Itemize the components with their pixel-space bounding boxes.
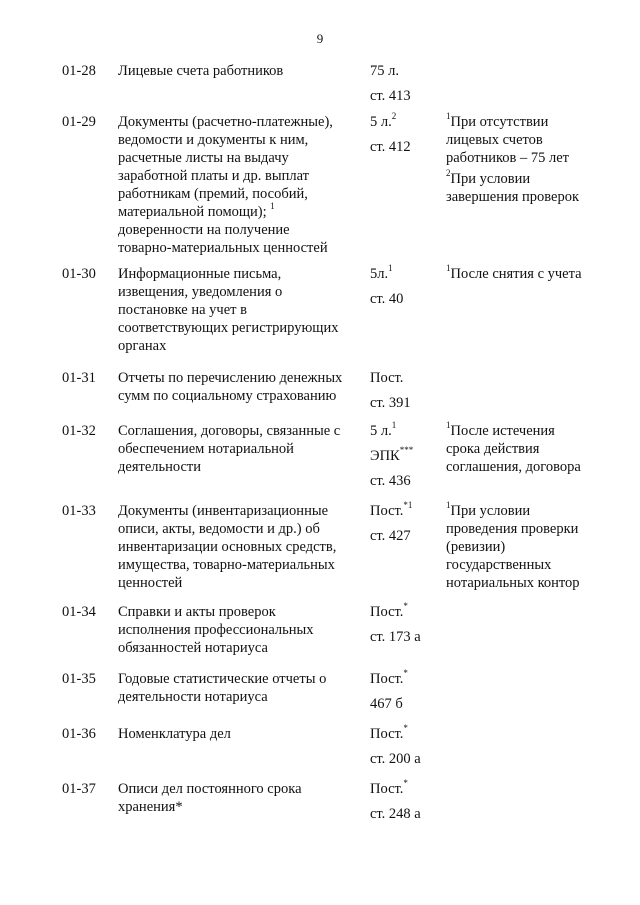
- row-code: 01-36: [62, 726, 96, 742]
- row-title: Документы (инвентаризационные описи, акты, ведомости и др.) об инвентаризации основных средств, имущества, товарно-материальных ценностей: [118, 503, 337, 591]
- row-title: Соглашения, договоры, связанные с обеспечением нотариальной деятельности: [118, 423, 341, 475]
- row-note: $^1$После истечения срока действия соглашения, договора: [446, 420, 581, 475]
- row-title: Информационные письма, извещения, уведомления о постановке на учет в соответствующих регистрирующих органах: [118, 266, 339, 354]
- row-code: 01-28: [62, 63, 96, 79]
- row-note: $^1$После снятия с учета: [446, 263, 582, 282]
- row-code: 01-32: [62, 423, 96, 439]
- row-code: 01-29: [62, 114, 96, 130]
- row-note: $^1$При условии проведения проверки (ревизии) государственных нотариальных контор: [446, 500, 580, 591]
- row-title: Справки и акты проверок исполнения профессиональных обязанностей нотариуса: [118, 604, 314, 656]
- row-code: 01-33: [62, 503, 96, 519]
- row-term: Пост.$^{*1}$ ст. 427: [370, 500, 413, 544]
- row-term: 5 л.$^1$ ЭПК*** ст. 436: [370, 420, 414, 489]
- row-term: Пост.* ст. 200 а: [370, 723, 421, 767]
- row-title: Номенклатура дел: [118, 726, 231, 742]
- page-number: 9: [316, 31, 324, 46]
- row-code: 01-37: [62, 781, 96, 797]
- row-term: Пост.* ст. 173 а: [370, 601, 421, 645]
- row-code: 01-34: [62, 604, 96, 620]
- row-title: Описи дел постоянного срока хранения*: [118, 781, 302, 815]
- row-code: 01-31: [62, 370, 96, 386]
- row-code: 01-30: [62, 266, 96, 282]
- row-title: Годовые статистические отчеты о деятельности нотариуса: [118, 671, 327, 705]
- row-title: Лицевые счета работников: [118, 63, 284, 79]
- row-term: 75 л. ст. 413: [370, 63, 411, 104]
- row-title: Отчеты по перечислению денежных сумм по социальному страхованию: [118, 370, 343, 404]
- row-term: Пост.* ст. 248 а: [370, 778, 421, 822]
- row-title: Документы (расчетно-платежные), ведомости и документы к ним, расчетные листы на выдачу заработной платы и др. выплат работникам (премий, пособий, материальной помощи); $^1$ доверенности на получение товарно-материальных ценностей: [118, 114, 333, 256]
- row-note: $^1$При отсутствии лицевых счетов работников – 75 лет $^2$При условии завершения проверок: [446, 111, 580, 205]
- row-term: Пост.* 467 б: [370, 668, 408, 712]
- row-term: 5 л.$^2$ ст. 412: [370, 111, 411, 155]
- row-term: Пост. ст. 391: [370, 370, 411, 411]
- row-code: 01-35: [62, 671, 96, 687]
- row-term: 5л.$^1$ ст. 40: [370, 263, 404, 307]
